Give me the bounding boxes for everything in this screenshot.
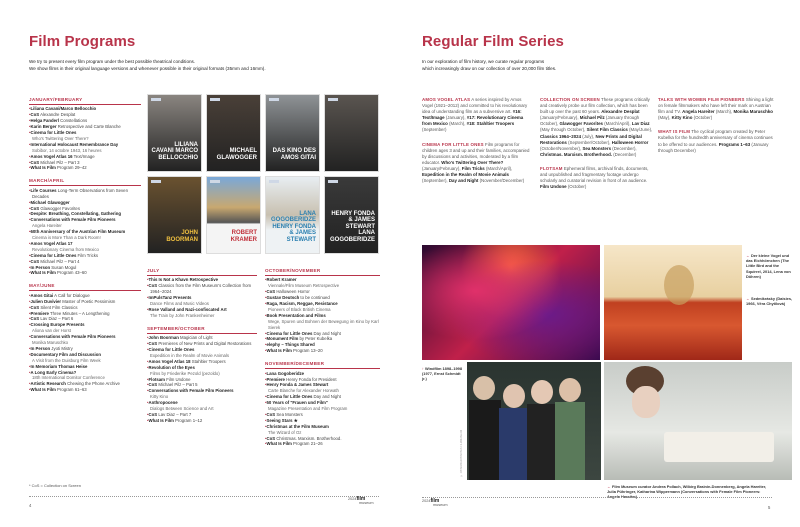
photo-windflim	[422, 245, 600, 360]
section-heading: JULY	[147, 268, 257, 276]
program-item: • What Is Film Program 43–60	[29, 270, 141, 276]
section-sep-oct	[147, 326, 257, 424]
poster-title: LANA GOGOBERIDZE HENRY FONDA & JAMES STEWART	[270, 210, 316, 243]
program-item: • CoS Alexandre Desplat	[29, 112, 141, 118]
brand-logo: 2024film museum	[348, 496, 374, 505]
program-subtitle: Films by Friederike Pezold (pezoldo)	[150, 370, 220, 376]
program-poster	[265, 176, 320, 254]
intro-text: In our exploration of film history, we curate regular programs which increasingly draw on our collection of over 20,000 film titles.	[422, 59, 557, 71]
program-item: • Anthropocene	[147, 400, 257, 406]
program-item: • ImPulsTanz Presents	[147, 295, 257, 301]
section-jan-feb	[29, 97, 141, 171]
program-item: • Premiere Henry Fonda for President	[265, 377, 380, 383]
section-oct-nov	[265, 268, 380, 354]
film-museum-logo	[269, 180, 279, 183]
program-item: • Helga Fanderl Constellations	[29, 118, 141, 124]
film-museum-logo	[328, 180, 338, 183]
brand-logo: 2024film museum	[422, 498, 448, 507]
page-title: Film Programs	[29, 33, 136, 50]
section-heading: MAY/JUNE	[29, 283, 141, 291]
program-poster	[265, 94, 320, 172]
program-item: • CoS Lav Diaz – Part 7	[147, 412, 257, 418]
section-nov-dec	[265, 361, 380, 447]
film-museum-logo	[151, 180, 161, 183]
program-subtitle: Expedition in the Realm of Movie Animals	[150, 352, 230, 358]
program-item: • CoS Sea Monsters	[265, 412, 380, 418]
series-talks-women-pioneers: TALKS WITH WOMEN FILM PIONEERS Shining a light on female filmmakers who have left their mark on Austrian film and TV. Angela Hareiter (March), Monika Maruschko (May), Kitty Kino (October)	[658, 97, 774, 121]
program-item: • Amos Vogel Atlas 17	[29, 241, 141, 247]
program-subtitle: Angela Hareiter	[32, 223, 62, 229]
program-item: • Book Presentation and Films	[265, 313, 380, 319]
caption-windflim: ↑ Windflim 1898–1998 (1977, Ernst Schmidt jr.)	[422, 366, 462, 382]
program-item: • Cinema for Little Ones Film Tricks	[29, 253, 141, 259]
schedule-column-3	[265, 268, 380, 454]
poster-title: JOHN BOORMAN	[166, 230, 198, 243]
program-poster	[324, 176, 379, 254]
section-jul	[147, 268, 257, 319]
program-item: • What Is Film Program 1–12	[147, 418, 257, 424]
program-item: • CoS Classics from the Film Museum's Collection from 1964–2024	[147, 283, 257, 295]
film-museum-logo	[269, 98, 279, 101]
section-may-jun	[29, 283, 141, 393]
program-subtitle: Cinema is More Than a Dark Room!	[32, 235, 101, 241]
program-item: • What Is Film Program 13–20	[265, 348, 380, 354]
program-item: • Cinema for Little Ones	[147, 347, 257, 353]
program-item: • Michael Glawogger	[29, 200, 141, 206]
program-item: • CoS Christmas. Marxism. Brotherhood.	[265, 436, 380, 442]
program-item: • Christmas at the Film Museum	[265, 424, 380, 430]
program-subtitle: Wege, Spuren und Bohnen der Bewegung im Kino by Karl Sierek	[268, 318, 379, 330]
section-heading: SEPTEMBER/OCTOBER	[147, 326, 257, 334]
series-flotsam: FLOTSAM Ephemeral films, archival finds, documents, and unpublished and fragmentary footage undergo scholarly and curatorial revision in front of an audience. Film Undone (October)	[540, 165, 649, 190]
footer-divider	[422, 497, 772, 498]
program-subtitle: Dance Films and Music Videos	[150, 301, 209, 307]
program-item: • Amos Gitai A Call for Dialogue	[29, 293, 141, 299]
program-poster	[206, 94, 261, 172]
program-subtitle: Kitty Kino	[150, 394, 169, 400]
program-item: • Seeing Stars ★	[265, 418, 380, 424]
program-item: • Documentary Film and Discussion	[29, 352, 141, 358]
program-item: • Cinema for Little Ones Day and Night	[265, 394, 380, 400]
program-subtitle: Viennale/Film Museum Retrospective	[268, 283, 340, 289]
program-item: • Premiere Three Minutes – A Lengthening	[29, 311, 141, 317]
program-item: • Karin Berger Retrospective and Carte Blanche	[29, 124, 141, 130]
program-item: • CoS Michael Pilz – Part 3	[29, 160, 141, 166]
program-item: • Raga, Racism, Reggae, Resistance	[265, 301, 380, 307]
program-item: • Amos Vogel Atlas 16 Text/Image	[29, 154, 141, 160]
section-mar-apr	[29, 178, 141, 276]
program-subtitle: Magazine Presentation and Film Program	[268, 406, 348, 412]
program-item: • CoS Lav Diaz – Part 6	[29, 316, 141, 322]
program-item: • A Long Early Cinema?	[29, 370, 141, 376]
section-heading: MARCH/APRIL	[29, 178, 141, 186]
program-subtitle: Who's Twittering Over There?	[32, 135, 89, 141]
program-item: • John Boorman Magician of Light	[147, 335, 257, 341]
program-item: • Cinema for Little Ones	[29, 130, 141, 136]
intro-text: We try to present every film program under the best possible theatrical conditions. We show films in their original language versions and whenever possible in their original formats (35mm and 16mm).	[29, 59, 266, 71]
program-subtitle: The Wizard of Oz	[268, 429, 302, 435]
program-item: • Monument Film by Peter Kubelka	[265, 336, 380, 342]
program-item: • elephy – Things Shared	[265, 342, 380, 348]
program-subtitle: Aliona van der Horst	[32, 328, 71, 334]
program-poster	[206, 176, 261, 254]
program-item: • Cinema for Little Ones Day and Night	[265, 331, 380, 337]
program-item: • What Is Film Program 61–63	[29, 387, 141, 393]
caption-little-bird: ← Der kleine Vogel und das Eichhörnchen (The Little Bird and the Squirrel, 2014, Lena von Döhren)	[746, 253, 791, 279]
section-heading: OCTOBER/NOVEMBER	[265, 268, 380, 276]
schedule-column-1	[29, 97, 141, 400]
program-subtitle: Dialogs Between Science and Art	[150, 406, 214, 412]
program-item: • Revolution of the Eyes	[147, 365, 257, 371]
poster-title: HENRY FONDA & JAMES STEWART LANA GOGOBERIDZE	[329, 210, 375, 243]
program-item: • CoS Silent Film Classics	[29, 305, 141, 311]
program-item: • Flotsam Film Undone	[147, 377, 257, 383]
series-what-is-film: WHAT IS FILM The cyclical program created by Peter Kubelka for the hundredth anniversary of cinema continues to be offered to our audiences. Programs 1–63 (January through December)	[658, 129, 773, 153]
program-subtitle: A Visit from the Duisburg Film Week	[32, 357, 101, 363]
footnote: * CoS = Collection on Screen	[29, 483, 81, 488]
program-item: • CoS Michael Pilz – Part 4	[29, 259, 141, 265]
program-item: • Liliana Cavani/Marco Bellocchio	[29, 106, 141, 112]
section-heading: JANUARY/FEBRUARY	[29, 97, 141, 105]
program-poster	[324, 94, 379, 172]
program-subtitle: Revolutionary Cinema from Mexico	[32, 246, 99, 252]
page-title: Regular Film Series	[422, 33, 564, 50]
program-subtitle: Monika Maruschko	[32, 340, 69, 346]
photo-credit: © ÖSTERREICHISCHES FILMMUSEUM	[460, 430, 463, 477]
program-item: • This Is Not a Khavn Retrospective	[147, 277, 257, 283]
page-number: 5	[768, 505, 771, 510]
series-column-3	[658, 97, 776, 162]
program-item: • CoS Glawogger Favorites	[29, 206, 141, 212]
film-museum-logo	[210, 98, 220, 101]
program-item: • International Holocaust Remembrance Day	[29, 142, 141, 148]
program-item: • Julien Duvivier Master of Poetic Pessimism	[29, 299, 141, 305]
program-subtitle: The Train by John Frankenheimer	[150, 312, 215, 318]
poster-title: DAS KINO DES AMOS GITAI	[272, 148, 316, 161]
photo-little-bird-squirrel	[604, 245, 742, 360]
series-cinema-little-ones: CINEMA FOR LITTLE ONES Film programs for children ages 3 and up and their families, accompanied by discussions and activities, moderated by a film educator. Who's Twittering Over There? (January/February), Film Tricks (March/April), Expedition in the Realm of Movie Animals (September), Day and Night (November/December)	[422, 141, 530, 184]
poster-grid	[147, 94, 381, 254]
program-item: • Conversations with Female Film Pioneers	[147, 388, 257, 394]
program-item: • Conversations with Female Film Pioneers	[29, 217, 141, 223]
program-item: • Gustav Deutsch to be continued	[265, 295, 380, 301]
program-item: • Amos Vogel Atlas 18 Stahltier Troopers	[147, 359, 257, 365]
program-subtitle: Carte Blanche for Alexander Horwath	[268, 388, 339, 394]
poster-title: LILIANA CAVANI MARCO BELLOCCHIO	[151, 141, 198, 161]
series-amos-vogel: AMOS VOGEL ATLAS A series inspired by Amos Vogel (1921–2012) and committed to his revolutionary idea of understanding film as a subversive art. #16: Text/Image (January), #17: Revolutionary Cinema from Mexico (March), #18: Stahltier Troopers (September)	[422, 97, 528, 133]
program-item: • Henry Fonda & James Stewart	[265, 382, 380, 388]
caption-curators: ← Film Museum curator Andrea Pollach, Wilbirg Brainin-Donnenberg, Angela Hareiter, Julia Pühringer, Katharina Wippermann (Conversations with Female Film Pioneers: Angela Hareiter)	[607, 484, 767, 500]
program-item: • In Person Susan Mogul	[29, 265, 141, 271]
program-item: • Conversations with Female Film Pioneers	[29, 334, 141, 340]
program-item: • Robert Kramer	[265, 277, 380, 283]
caption-sedmikrasky: ← Sedmikrásky (Daisies, 1966, Věra Chytilová)	[746, 296, 793, 307]
program-item: • 50 Years of "Frauen und Film"	[265, 400, 380, 406]
program-item: • CoS Michael Pilz – Part 5	[147, 382, 257, 388]
program-subtitle: Sobibor, 14 octobre 1943, 16 heures	[32, 147, 102, 153]
film-museum-logo	[151, 98, 161, 101]
program-item: • In Memoriam Thomas Heise	[29, 364, 141, 370]
photo-sedmikrasky	[604, 362, 792, 480]
series-collection-on-screen: COLLECTION ON SCREEN These programs critically and creatively probe our film collection, which has been built up over the past 60 years. Alexandre Desplat (January/February), Michael Pilz (January through October), Glawogger Favorites (March/April), Lav Diaz (May through October), Silent Film Classics (May/June), Classics 1964–2024 (July), New Prints and Digital Restorations (September/October), Halloween Horror (October/November), Sea Monsters (December), Christmas. Marxism. Brotherhood. (December)	[540, 97, 653, 157]
series-column-1	[422, 97, 532, 192]
film-museum-logo	[328, 98, 338, 101]
program-item: • In Person Jyoti Mistry	[29, 346, 141, 352]
program-item: • CoS Premieres of New Prints and Digital Restorations	[147, 341, 257, 347]
program-item: • Despite: Breathing, Constellating, Gathering	[29, 211, 141, 217]
schedule-column-2	[147, 268, 257, 431]
program-item: • CoS Halloween Horror	[265, 289, 380, 295]
program-item: • Artistic Research Chewing the Phone Archive	[29, 381, 141, 387]
section-heading: NOVEMBER/DECEMBER	[265, 361, 380, 369]
poster-title: MICHAEL GLAWOGGER	[216, 148, 257, 161]
program-item: • What Is Film Program 21–26	[265, 441, 380, 447]
series-column-2	[540, 97, 655, 198]
program-item: • Lana Gogoberidze	[265, 371, 380, 377]
program-poster	[147, 176, 202, 254]
poster-title: ROBERT KRAMER	[230, 230, 257, 243]
program-item: • Rose Valland and Nazi-confiscated Art	[147, 307, 257, 313]
photo-film-pioneers-group	[467, 362, 601, 480]
program-item: • 60th Anniversary of the Austrian Film Museum	[29, 229, 141, 235]
right-page	[400, 0, 800, 527]
program-item: • Life Courses Long-Term Observations from Seven Decades	[29, 188, 141, 200]
program-subtitle: 18th International Domitor Conference	[32, 375, 105, 381]
program-item: • What Is Film Program 29–42	[29, 165, 141, 171]
program-poster	[147, 94, 202, 172]
program-subtitle: Pioneers of Black British Cinema	[268, 306, 331, 312]
program-item: • Crossing Europe Presents	[29, 322, 141, 328]
film-museum-logo	[210, 180, 220, 183]
page-number: 4	[29, 503, 32, 508]
footer-divider	[29, 496, 379, 497]
